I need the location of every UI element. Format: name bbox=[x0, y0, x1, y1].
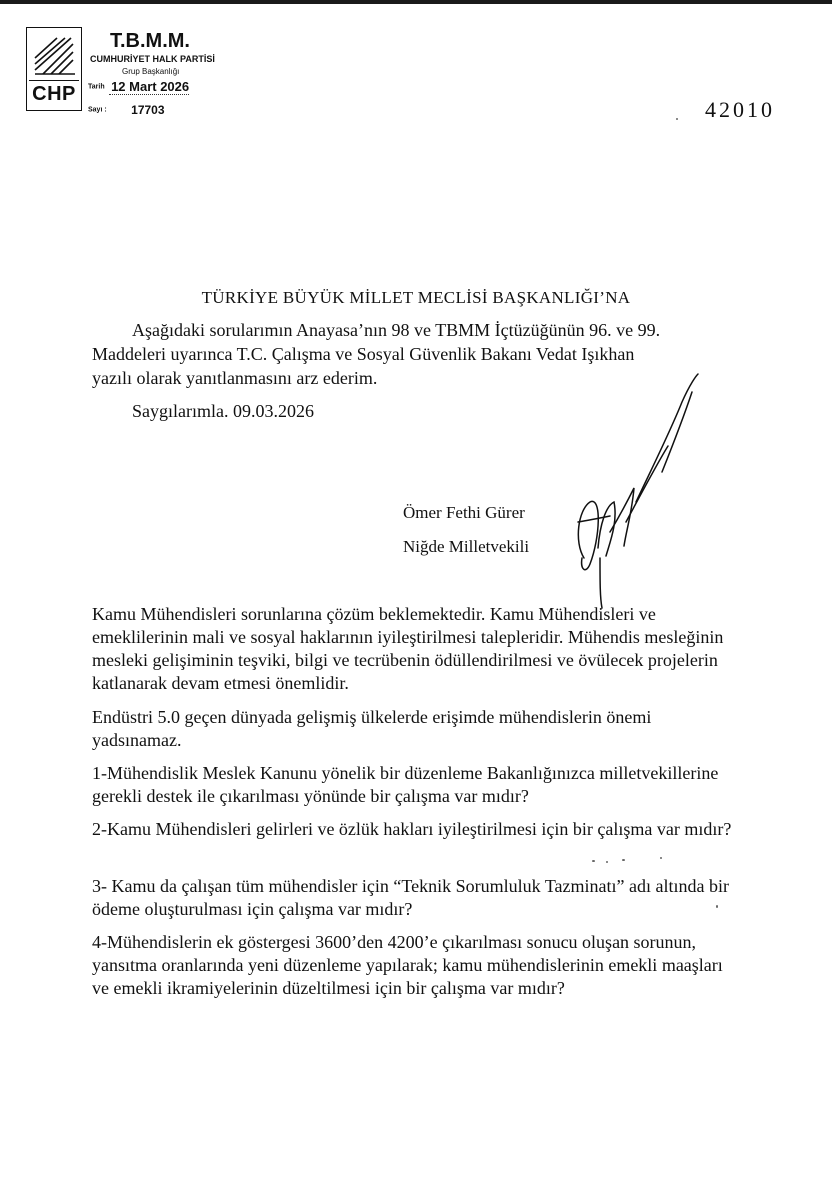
question-1: 1-Mühendislik Meslek Kanunu yönelik bir düzenleme Bakanlığınızca milletvekillerine gerekli destek ile çıkarılması yönünde bir çalışma var mıdır? bbox=[92, 763, 719, 806]
scan-speck bbox=[606, 861, 608, 863]
stamp-date-label: Tarih bbox=[88, 83, 105, 91]
signatory-title: Niğde Milletvekili bbox=[403, 537, 530, 556]
stamp-number-row bbox=[88, 101, 165, 119]
scan-speck bbox=[676, 118, 678, 120]
scan-speck bbox=[592, 860, 595, 862]
greeting-date: Saygılarımla. 09.03.2026 bbox=[132, 401, 314, 421]
stamp-org: T.B.M.M. bbox=[110, 30, 190, 52]
scan-speck bbox=[660, 857, 662, 859]
handwritten-signature bbox=[570, 372, 710, 612]
stamp-number-label: Sayı : bbox=[88, 106, 107, 114]
question-4: 4-Mühendislerin ek göstergesi 3600’den 4200’e çıkarılması sonucu oluşan sorunun, yansıtma oranlarında yeni düzenleme yapılarak; kamu mühendislerinin emekli maaşları ve emekli ikramiyelerinin düzeltilmesi için bir çalışma var mıdır? bbox=[92, 932, 723, 998]
chp-stamp-box bbox=[26, 27, 82, 111]
stamp-number-value: 17703 bbox=[131, 103, 165, 117]
intro-line-3: yazılı olarak yanıtlanmasını arz ederim. bbox=[92, 368, 378, 388]
stamp-group: Grup Başkanlığı bbox=[122, 67, 180, 76]
intro-line-2: Maddeleri uyarınca T.C. Çalışma ve Sosyal Güvenlik Bakanı Vedat Işıkhan bbox=[92, 344, 635, 364]
document-title: TÜRKİYE BÜYÜK MİLLET MECLİSİ BAŞKANLIĞI’NA bbox=[201, 288, 631, 307]
stamp-party: CUMHURİYET HALK PARTİSİ bbox=[90, 54, 215, 64]
signatory-name: Ömer Fethi Gürer bbox=[403, 503, 525, 522]
question-3: 3- Kamu da çalışan tüm mühendisler için “Teknik Sorumluluk Tazminatı” adı altında bir ödeme oluşturulması için çalışma var mıdır? bbox=[92, 876, 729, 919]
chp-six-arrows-logo bbox=[31, 32, 77, 78]
scan-speck bbox=[716, 905, 718, 908]
stamp-date-value: 12 Mart 2026 bbox=[111, 79, 190, 94]
document-number: 42010 bbox=[705, 97, 775, 122]
context-paragraph-2: Endüstri 5.0 geçen dünyada gelişmiş ülkelerde erişimde mühendislerin önemi yadsınamaz. bbox=[92, 707, 652, 750]
context-paragraph-1: Kamu Mühendisleri sorunlarına çözüm beklemektedir. Kamu Mühendisleri ve emeklilerinin mali ve sosyal haklarının iyileştirilmesi talepleridir. Mühendis mesleğinin mesleki gelişiminin teşviki, bilgi ve tecrübenin ödüllendirilmesi ve övülecek projelerin katlanarak devam etmesi önemlidir. bbox=[92, 604, 724, 693]
chp-logo-text: CHP bbox=[29, 80, 79, 106]
stamp-date-row bbox=[88, 78, 189, 96]
scan-top-border bbox=[0, 0, 832, 4]
intro-line-1: Aşağıdaki sorularımın Anayasa’nın 98 ve TBMM İçtüzüğünün 96. ve 99. bbox=[132, 320, 661, 340]
question-2: 2-Kamu Mühendisleri gelirleri ve özlük hakları iyileştirilmesi için bir çalışma var mıdır? bbox=[92, 819, 732, 839]
scan-speck bbox=[622, 859, 625, 861]
